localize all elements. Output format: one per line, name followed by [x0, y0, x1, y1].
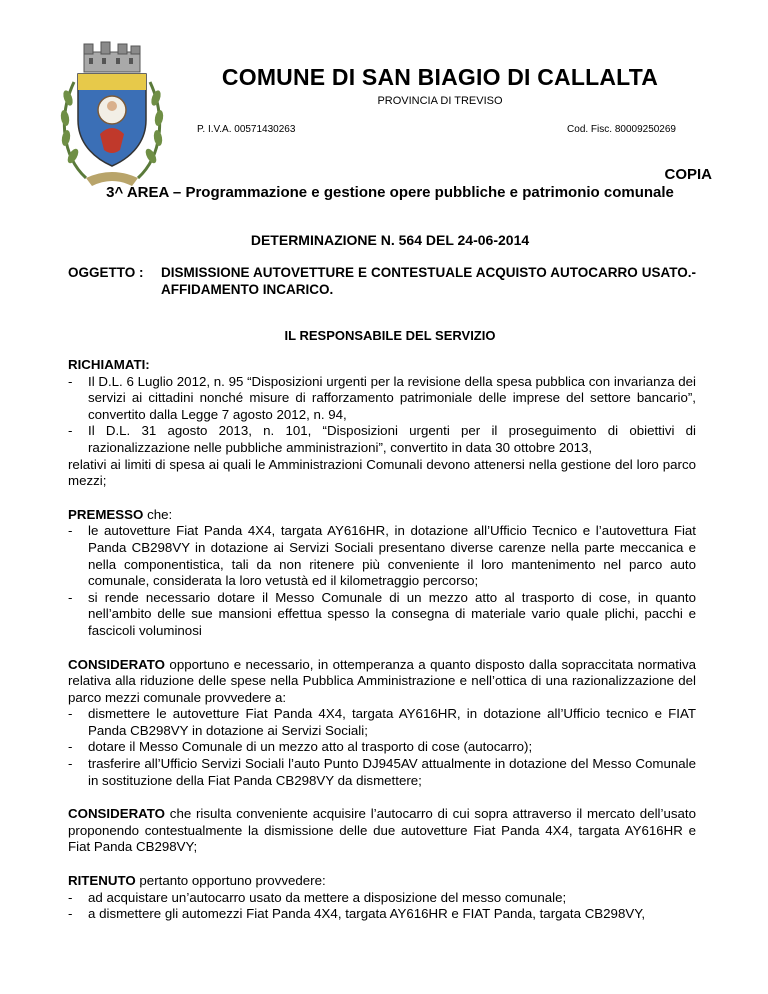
section-intro [68, 806, 696, 856]
document-body [68, 357, 696, 923]
section-heading: PREMESSO [68, 506, 144, 522]
area-heading: 3^ AREA – Programmazione e gestione opere pubbliche e patrimonio comunale [106, 184, 674, 201]
list-item [68, 706, 696, 739]
section-text: opportuno e necessario, in ottemperanza a quanto disposto dalla sopraccitata normativa relativa alla riduzione delle spese nella Pubblica Amministrazione e nell’ottica di una razionalizzazione del parco mezzi comunale provvedere a: [68, 656, 696, 705]
section-heading-rest: che: [143, 506, 173, 522]
subject-text: DISMISSIONE AUTOVETTURE E CONTESTUALE ACQUISTO AUTOCARRO USATO.- AFFIDAMENTO INCARICO. [161, 265, 696, 297]
subject-label: OGGETTO : [68, 265, 144, 280]
section-heading: CONSIDERATO [68, 806, 166, 822]
list-item-text: le autovetture Fiat Panda 4X4, targata AY616HR, in dotazione all’Ufficio Tecnico e l’autovettura Fiat Panda CB298VY in dotazione ai Servizi Sociali presentano diverse carenze nella parte meccanica e nella componentistica, tali da non ritenere più conveniente il loro mantenimento nel parco auto comunale, considerata la loro vetustà ed il kilometraggio percorso; [88, 523, 696, 589]
list-item-text: trasferire all’Ufficio Servizi Sociali l’auto Punto DJ945AV attualmente in dotazione del Messo Comunale in sostituzione della Fiat Panda CB298VY da dismettere; [88, 756, 696, 788]
list-dash: - [68, 589, 73, 605]
section-text: che risulta conveniente acquisire l’autocarro di cui sopra attraverso il mercato dell’usato proponendo contestualmente la dismissione delle due autovetture Fiat Panda 4X4, targata AY616HR e Fiat Panda CB298VY; [68, 806, 696, 855]
section-text: pertanto opportuno provvedere: [135, 873, 326, 889]
list-dash: - [68, 889, 73, 905]
municipality-title: COMUNE DI SAN BIAGIO DI CALLALTA [221, 64, 659, 90]
section-richiamati [68, 357, 696, 490]
list-dash: - [68, 739, 73, 755]
section-intro [68, 507, 696, 524]
list-item [68, 756, 696, 789]
section-considerato-1 [68, 657, 696, 790]
list-item-text: Il D.L. 31 agosto 2013, n. 101, “Disposizioni urgenti per il proseguimento di obiettivi di razionalizzazione nelle pubbliche amministrazioni”, convertito in data 30 ottobre 2013, [88, 423, 696, 455]
list-item-text: si rende necessario dotare il Messo Comunale di un mezzo atto al trasporto di cose, in quanto nell’ambito delle sue mansioni effettua spesso la consegna di materiale vario quale plichi, pacchi e fascicoli voluminosi [88, 589, 696, 638]
vat-number: P. I.V.A. 00571430263 [197, 124, 296, 135]
section-ritenuto [68, 873, 696, 923]
section-heading: CONSIDERATO [68, 656, 166, 672]
list-dash: - [68, 706, 73, 722]
list-item [68, 590, 696, 640]
list-item-text: dotare il Messo Comunale di un mezzo atto al trasporto di cose (autocarro); [88, 739, 533, 755]
section-intro [68, 873, 696, 890]
copy-label: COPIA [664, 166, 712, 183]
list-item [68, 739, 696, 756]
list-item-text: dismettere le autovetture Fiat Panda 4X4, targata AY616HR, in dotazione all’Ufficio tecnico e FIAT Panda CB298VY in dotazione ai Servizi Sociali; [88, 706, 696, 738]
municipal-coat-of-arms [56, 38, 168, 190]
responsible-heading: IL RESPONSABILE DEL SERVIZIO [284, 328, 496, 343]
list-dash: - [68, 373, 73, 389]
section-premesso [68, 507, 696, 640]
paragraph-text: relativi ai limiti di spesa ai quali le Amministrazioni Comunali devono attenersi nella gestione del loro parco mezzi; [68, 456, 696, 489]
list-dash: - [68, 756, 73, 772]
list-item-text: Il D.L. 6 Luglio 2012, n. 95 “Disposizioni urgenti per la revisione della spesa pubblica con invarianza dei servizi ai cittadini nonché misure di rafforzamento patrimoniale delle imprese del settore bancario”, convertito dalla Legge 7 agosto 2012, n. 94, [88, 373, 696, 422]
list-item [68, 890, 696, 907]
list-item [68, 523, 696, 589]
section-intro [68, 657, 696, 707]
list-item [68, 906, 696, 923]
province-label: PROVINCIA DI TREVISO [377, 95, 503, 107]
list-dash: - [68, 906, 73, 922]
determination-number: DETERMINAZIONE N. 564 DEL 24-06-2014 [250, 232, 530, 248]
section-heading: RITENUTO [68, 873, 136, 889]
fiscal-code: Cod. Fisc. 80009250269 [567, 124, 676, 135]
section-heading: RICHIAMATI: [68, 357, 150, 372]
list-item [68, 374, 696, 424]
list-item-text: ad acquistare un’autocarro usato da mettere a disposizione del messo comunale; [88, 889, 567, 905]
list-dash: - [68, 523, 73, 539]
list-item-text: a dismettere gli automezzi Fiat Panda 4X4, targata AY616HR e FIAT Panda, targata CB298VY, [88, 906, 646, 922]
section-considerato-2 [68, 806, 696, 856]
list-dash: - [68, 423, 73, 439]
list-item [68, 423, 696, 456]
